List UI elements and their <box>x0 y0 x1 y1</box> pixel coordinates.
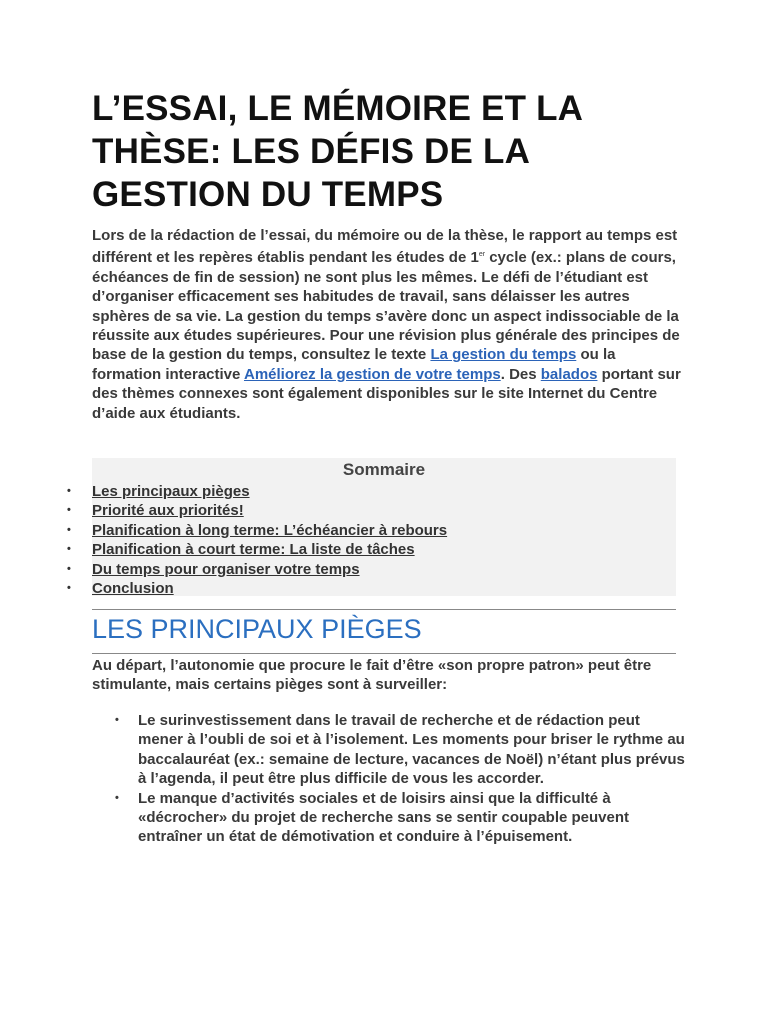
summary-item[interactable]: • Les principaux pièges <box>92 482 447 501</box>
summary-item[interactable]: • Planification à court terme: La liste de tâches <box>92 540 447 559</box>
intro-text-5: portant sur des thèmes connexes sont également disponibles sur le site Internet du Centre d’aide aux étudiants. <box>92 365 681 422</box>
summary-title: Sommaire <box>342 460 426 479</box>
intro-text-4: . Des <box>500 365 541 383</box>
summary-item[interactable]: • Du temps pour organiser votre temps <box>92 560 447 579</box>
divider-bottom <box>92 653 676 654</box>
link-gestion-du-temps[interactable]: La gestion du temps <box>430 346 577 364</box>
list-item: • Le manque d’activités sociales et de loisirs ainsi que la difficulté à «décrocher» du projet de recherche sans se sentir coupable peuvent entraîner un état de démotivation et conduire à l’épuisement. <box>138 789 686 847</box>
pitfalls-list <box>138 711 686 847</box>
list-item: • Le surinvestissement dans le travail de recherche et de rédaction peut mener à l’oubli de soi et à l’isolement. Les moments pour briser le rythme au baccalauréat (ex.: semaine de lecture, vacances de Noël) n’étant plus prévus à l’agenda, il peut être plus difficile de vous les accorder. <box>138 711 686 789</box>
summary-list <box>92 482 447 598</box>
summary-item[interactable]: • Priorité aux priorités! <box>92 501 447 520</box>
intro-text-2: cycle (ex.: plans de cours, échéances de fin de session) ne sont plus les mêmes. Le défi de l’étudiant est d’organiser efficacement ses habitudes de travail, sans délaisser les autres sphères de sa vie. La gestion du temps s’avère donc un aspect indissociable de la réussite aux études supérieures. Pour une révision plus générale des principes de base de la gestion du temps, consultez le texte <box>92 249 680 364</box>
divider-top <box>92 609 676 610</box>
page-title: L’ESSAI, LE MÉMOIRE ET LA THÈSE: LES DÉFIS DE LA GESTION DU TEMPS <box>92 89 582 214</box>
summary-item[interactable]: • Conclusion <box>92 579 447 598</box>
link-balados[interactable]: balados <box>540 365 598 383</box>
intro-text-1: Lors de la rédaction de l’essai, du mémoire ou de la thèse, le rapport au temps est différent et les repères établis pendant les études de 1 <box>92 227 678 267</box>
summary-item[interactable]: • Planification à long terme: L’échéancier à rebours <box>92 521 447 540</box>
section-heading: LES PRINCIPAUX PIÈGES <box>92 614 422 644</box>
ordinal-superscript: er <box>478 251 486 259</box>
link-ameliorez-gestion[interactable]: Améliorez la gestion de votre temps <box>243 365 501 383</box>
section-intro: Au départ, l’autonomie que procure le fait d’être «son propre patron» peut être stimulante, mais certains pièges sont à surveiller: <box>92 657 652 694</box>
intro-text-3: ou la formation interactive <box>92 346 616 383</box>
intro-paragraph <box>92 226 682 423</box>
